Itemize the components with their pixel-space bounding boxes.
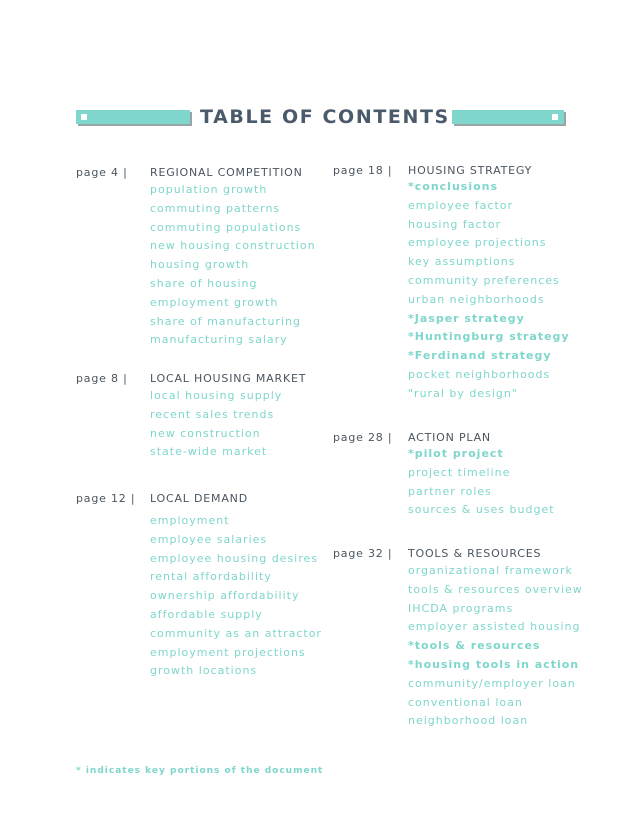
subtopic-item: new housing construction — [150, 239, 316, 253]
subtopic-item: housing growth — [150, 258, 250, 272]
subtopic-item: commuting populations — [150, 220, 302, 234]
subtopic-item: IHCDA programs — [408, 601, 514, 615]
subtopic-list — [150, 512, 322, 681]
subtopic-item: growth locations — [150, 664, 258, 678]
key-subtopic-item: *tools & resources — [408, 639, 541, 653]
subtopic-item: community/employer loan — [408, 676, 576, 690]
key-subtopic-item: *Ferdinand strategy — [408, 349, 552, 363]
page-number: page 28 | — [333, 431, 393, 444]
subtopic-list — [150, 181, 316, 350]
banner-left-square — [81, 114, 87, 120]
subtopic-item: community as an attractor — [150, 626, 322, 640]
subtopic-item: affordable supply — [150, 607, 263, 621]
subtopic-item: key assumptions — [408, 255, 516, 269]
section-title: TOOLS & RESOURCES — [408, 547, 542, 560]
subtopic-item: sources & uses budget — [408, 503, 555, 517]
subtopic-item: recent sales trends — [150, 407, 275, 421]
page-number: page 32 | — [333, 547, 393, 560]
subtopic-item: conventional loan — [408, 695, 523, 709]
section-title: REGIONAL COMPETITION — [150, 166, 303, 179]
subtopic-item: local housing supply — [150, 389, 283, 402]
key-subtopic-item: *Jasper strategy — [408, 311, 525, 325]
banner-left-bar — [76, 110, 190, 124]
subtopic-item: project timeline — [408, 465, 511, 479]
subtopic-item: state-wide market — [150, 445, 268, 459]
subtopic-item: pocket neighborhoods — [408, 367, 551, 381]
subtopic-item: employee salaries — [150, 532, 268, 546]
section-title: ACTION PLAN — [408, 431, 491, 444]
subtopic-item: population growth — [150, 183, 268, 196]
section-title: LOCAL HOUSING MARKET — [150, 372, 307, 385]
subtopic-item: employment projections — [150, 645, 306, 659]
page-number: page 8 | — [76, 372, 128, 385]
subtopic-item: employee factor — [408, 198, 514, 212]
subtopic-list — [150, 387, 282, 462]
subtopic-item: employment growth — [150, 295, 279, 309]
subtopic-item: commuting patterns — [150, 201, 281, 215]
section-title: LOCAL DEMAND — [150, 492, 248, 505]
key-subtopic-item: *conclusions — [408, 180, 499, 193]
subtopic-item: employee housing desires — [150, 551, 319, 565]
key-subtopic-item: *pilot project — [408, 447, 504, 460]
banner-right-square — [552, 114, 558, 120]
subtopic-item: share of housing — [150, 276, 258, 290]
page-number: page 18 | — [333, 164, 393, 177]
subtopic-item: urban neighborhoods — [408, 292, 545, 306]
subtopic-list — [408, 562, 583, 731]
subtopic-item: employment — [150, 514, 230, 527]
page-number: page 4 | — [76, 166, 128, 179]
subtopic-list — [408, 178, 570, 404]
subtopic-item: new construction — [150, 426, 261, 440]
key-subtopic-item: *housing tools in action — [408, 657, 580, 671]
subtopic-item: "rural by design" — [408, 386, 518, 400]
key-subtopic-item: *Huntingburg strategy — [408, 330, 570, 344]
subtopic-item: employee projections — [408, 236, 547, 250]
subtopic-item: rental affordability — [150, 570, 272, 584]
subtopic-list — [408, 445, 555, 520]
banner-right-bar — [452, 110, 564, 124]
subtopic-item: community preferences — [408, 273, 560, 287]
subtopic-item: housing factor — [408, 217, 502, 231]
page-number: page 12 | — [76, 492, 136, 505]
page-title: TABLE OF CONTENTS — [200, 106, 450, 128]
subtopic-item: partner roles — [408, 484, 492, 498]
subtopic-item: employer assisted housing — [408, 620, 581, 634]
subtopic-item: manufacturing salary — [150, 333, 288, 347]
subtopic-item: neighborhood loan — [408, 714, 529, 728]
subtopic-item: share of manufacturing — [150, 314, 301, 328]
title-banner — [0, 108, 638, 130]
subtopic-item: organizational framework — [408, 564, 573, 577]
subtopic-item: ownership affordability — [150, 589, 300, 603]
footnote: * indicates key portions of the document — [76, 766, 324, 776]
section-title: HOUSING STRATEGY — [408, 164, 533, 177]
subtopic-item: tools & resources overview — [408, 582, 583, 596]
